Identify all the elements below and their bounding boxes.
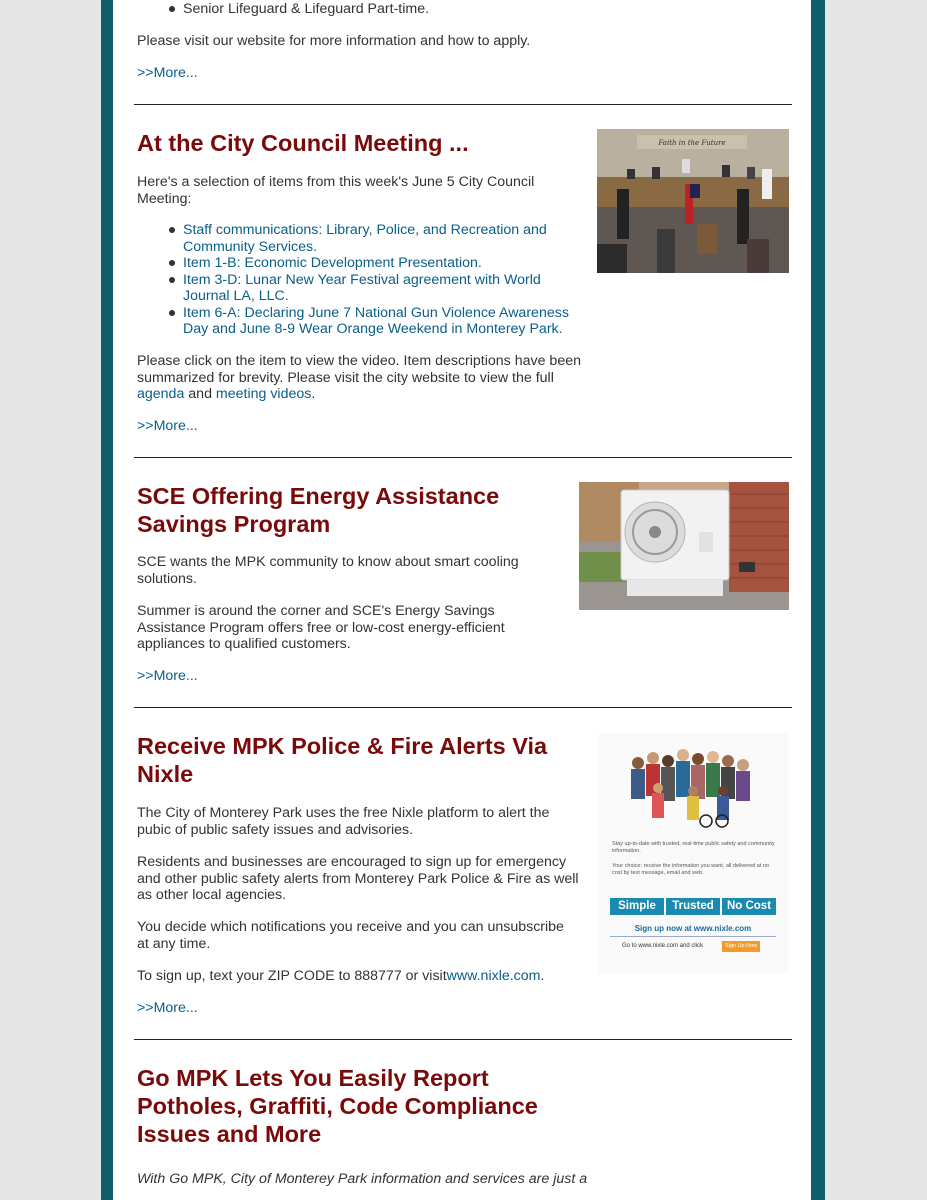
council-item-staff[interactable] <box>137 222 569 255</box>
nixle-title-line2: Nixle <box>137 761 194 787</box>
nixle-website-link[interactable]: www.nixle.com <box>446 968 541 984</box>
nixle-p2-line3: as other local agencies. <box>137 887 287 903</box>
nixle-nocost-label: No Cost <box>722 898 776 915</box>
council-sign-text: Faith in the Future <box>658 139 726 147</box>
jobs-visit-text: Please visit our website for more information and how to apply. <box>137 33 531 49</box>
council-note-period: . <box>311 386 316 402</box>
nixle-trusted-label: Trusted <box>666 898 720 915</box>
nixle-ad-blurb-2: Your choice: receive the information you want, all delivered at no cost by text message, email and web. <box>612 863 769 876</box>
list-item: Senior Lifeguard & Lifeguard Part-time. <box>137 1 429 18</box>
council-more-link[interactable]: >>More... <box>137 418 198 434</box>
heat-pump-illustration <box>579 482 789 610</box>
nixle-simple-label: Simple <box>610 898 664 915</box>
nixle-p3-line1: You decide which notifications you receive and you can unsubscribe <box>137 919 564 935</box>
council-chamber-illustration <box>597 129 789 273</box>
council-note <box>137 353 587 403</box>
gompk-title <box>137 1064 538 1148</box>
nixle-title <box>137 732 547 788</box>
gompk-title-line3: Issues and More <box>137 1121 322 1147</box>
sce-p1-line1: SCE wants the MPK community to know about smart cooling <box>137 554 519 570</box>
nixle-paragraph-2 <box>137 854 579 904</box>
council-item-3d-link[interactable]: Item 3-D: Lunar New Year Festival agreement with World <box>183 271 541 288</box>
council-item-6a-link-cont[interactable]: Day and June 8-9 Wear Orange Weekend in Monterey Park. <box>183 321 563 337</box>
nixle-signup-button: Sign Up Now <box>722 941 760 952</box>
gompk-title-line2: Potholes, Graffiti, Code Compliance <box>137 1093 538 1119</box>
nixle-paragraph-4 <box>137 968 544 985</box>
crowd-illustration <box>598 733 788 833</box>
nixle-p4-period: . <box>540 968 545 984</box>
council-item-staff-link-cont[interactable]: Community Services. <box>183 238 318 255</box>
sce-p1-line2: solutions. <box>137 570 197 587</box>
council-note-line2: summarized for brevity. Please visit the city website to view the full <box>137 369 554 386</box>
council-item-1b-link[interactable]: Item 1-B: Economic Development Presentation. <box>183 255 482 271</box>
sce-title-line1: SCE Offering Energy Assistance <box>137 483 500 509</box>
council-intro: Here's a selection of items from this week's June 5 City Council Meeting: <box>137 174 535 207</box>
sce-p2-line1: Summer is around the corner and SCE's Energy Savings <box>137 603 495 619</box>
nixle-more-link[interactable]: >>More... <box>137 1000 198 1016</box>
sce-title-line2: Savings Program <box>137 511 331 537</box>
nixle-p1-line2: pubic of public safety issues and advisories. <box>137 821 414 838</box>
gompk-title-line1: Go MPK Lets You Easily Report <box>137 1065 489 1091</box>
council-note-and: and <box>184 386 216 402</box>
nixle-title-line1: Receive MPK Police & Fire Alerts Via <box>137 733 548 759</box>
nixle-ad <box>598 733 788 973</box>
jobs-more-link[interactable]: >>More... <box>137 65 198 81</box>
sce-paragraph-2 <box>137 603 505 653</box>
nixle-ad-divider <box>610 936 776 937</box>
council-item-1b[interactable] <box>137 255 569 272</box>
heat-pump-photo <box>579 482 789 610</box>
nixle-ad-blurb-1: Stay up-to-date with trusted, real-time public safety and community information. <box>612 841 775 854</box>
sce-paragraph-1 <box>137 554 519 587</box>
agenda-link[interactable]: agenda <box>137 386 185 402</box>
council-item-3d[interactable] <box>137 272 569 305</box>
nixle-p1-line1: The City of Monterey Park uses the free Nixle platform to alert the <box>137 805 550 821</box>
nixle-p3-line2: at any time. <box>137 935 211 952</box>
nixle-paragraph-3 <box>137 919 564 952</box>
newsletter-page <box>113 0 811 1200</box>
council-meeting-photo <box>597 129 789 273</box>
section-divider <box>134 457 792 458</box>
council-items-list <box>137 222 569 338</box>
section-divider <box>134 707 792 708</box>
nixle-paragraph-1 <box>137 805 549 838</box>
nixle-goto-text: Go to www.nixle.com and click <box>622 943 704 949</box>
sce-p2-line3: appliances to qualified customers. <box>137 636 351 652</box>
council-item-6a-link[interactable]: Item 6-A: Declaring June 7 National Gun Violence Awareness <box>183 304 569 321</box>
gompk-paragraph-1: With Go MPK, City of Monterey Park information and services are just a <box>137 1171 588 1187</box>
nixle-p2-line2: and other public safety alerts from Monterey Park Police & Fire as well <box>137 870 579 887</box>
nixle-p2-line1: Residents and businesses are encouraged to sign up for emergency <box>137 854 567 870</box>
section-divider <box>134 1039 792 1040</box>
nixle-p4-text: To sign up, text your ZIP CODE to 888777 or visit <box>137 968 447 984</box>
sce-title <box>137 482 499 538</box>
council-item-3d-link-cont[interactable]: Journal LA, LLC. <box>183 288 289 304</box>
nixle-ad-banner <box>610 898 776 915</box>
sce-more-link[interactable]: >>More... <box>137 668 198 684</box>
council-item-staff-link[interactable]: Staff communications: Library, Police, and Recreation and <box>183 222 547 238</box>
council-item-6a[interactable] <box>137 305 569 338</box>
sce-p2-line2: Assistance Program offers free or low-cost energy-efficient <box>137 619 505 636</box>
nixle-signup-text: Sign up now at www.nixle.com <box>634 924 752 933</box>
council-note-line1: Please click on the item to view the video. Item descriptions have been <box>137 353 581 369</box>
section-divider <box>134 104 792 105</box>
jobs-list <box>137 1 429 18</box>
meeting-videos-link[interactable]: meeting videos <box>215 386 312 402</box>
council-title: At the City Council Meeting ... <box>137 130 469 156</box>
